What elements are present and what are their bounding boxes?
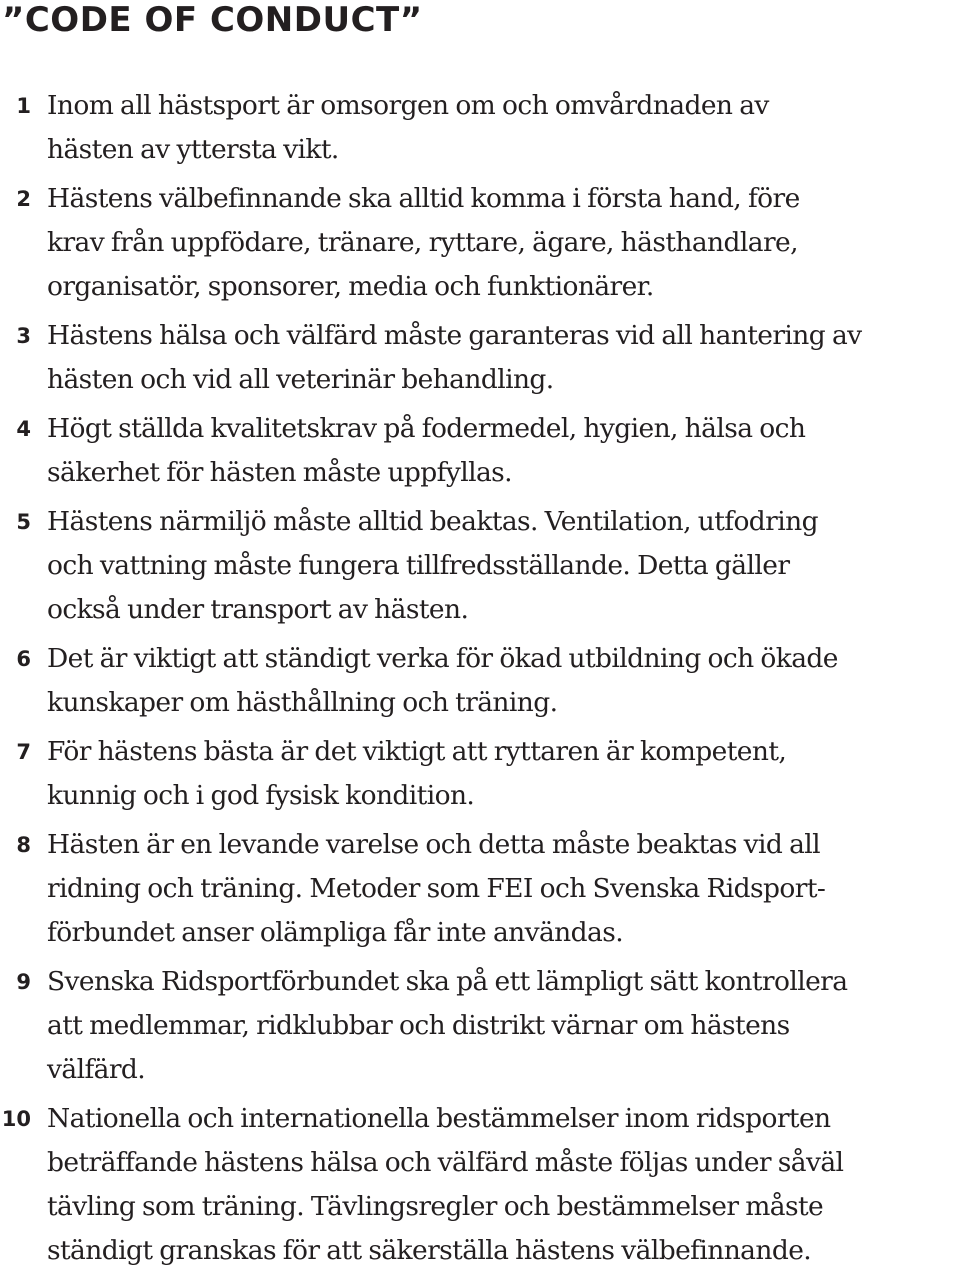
rule-item: [0, 823, 960, 955]
rule-number: 6: [16, 647, 31, 671]
rule-text-line: välfärd.: [47, 1054, 146, 1085]
rule-number: 7: [16, 740, 31, 764]
rule-number: 8: [16, 833, 31, 857]
rule-number: 1: [16, 94, 31, 118]
rule-number: 5: [16, 510, 31, 534]
rule-text-line: Inom all hästsport är omsorgen om och omvårdnaden av: [47, 90, 769, 121]
rule-number: 4: [16, 417, 31, 441]
rule-text-line: organisatör, sponsorer, media och funktionärer.: [47, 271, 654, 302]
rule-item: [0, 1097, 960, 1273]
rule-text-line: tävling som träning. Tävlingsregler och bestämmelser måste: [47, 1191, 824, 1222]
rule-number: 9: [16, 970, 31, 994]
rule-text-line: ständigt granskas för att säkerställa hästens välbefinnande.: [47, 1235, 812, 1266]
rule-text-line: Det är viktigt att ständigt verka för ökad utbildning och ökade: [47, 643, 838, 674]
rule-text-line: Hästen är en levande varelse och detta måste beaktas vid all: [47, 829, 821, 860]
rule-text-line: Hästens välbefinnande ska alltid komma i första hand, före: [47, 183, 800, 214]
rule-text-line: Hästens hälsa och välfärd måste garanteras vid all hantering av: [47, 320, 862, 351]
rule-text-line: Nationella och internationella bestämmelser inom ridsporten: [47, 1103, 831, 1134]
page-title: ”CODE OF CONDUCT”: [2, 0, 423, 40]
rule-text-line: hästen och vid all veterinär behandling.: [47, 364, 554, 395]
rule-text-line: hästen av yttersta vikt.: [47, 134, 339, 165]
rule-item: [0, 637, 960, 725]
rule-number: 2: [16, 187, 31, 211]
rule-text-line: kunskaper om hästhållning och träning.: [47, 687, 558, 718]
rule-text-line: kunnig och i god fysisk kondition.: [47, 780, 475, 811]
rule-text-line: Högt ställda kvalitetskrav på fodermedel, hygien, hälsa och: [47, 413, 806, 444]
rule-item: [0, 730, 960, 818]
rule-text-line: För hästens bästa är det viktigt att ryttaren är kompetent,: [47, 736, 787, 767]
rule-text-line: beträffande hästens hälsa och välfärd måste följas under såväl: [47, 1147, 844, 1178]
rules-list: [0, 84, 960, 1278]
rule-item: [0, 500, 960, 632]
rule-text-line: också under transport av hästen.: [47, 594, 469, 625]
rule-text-line: Hästens närmiljö måste alltid beaktas. Ventilation, utfodring: [47, 506, 818, 537]
rule-text-line: säkerhet för hästen måste uppfyllas.: [47, 457, 512, 488]
rule-text-line: ridning och träning. Metoder som FEI och Svenska Ridsport-: [47, 873, 826, 904]
rule-number: 3: [16, 324, 31, 348]
rule-number: 10: [1, 1107, 31, 1131]
rule-item: [0, 960, 960, 1092]
rule-text-line: och vattning måste fungera tillfredsställande. Detta gäller: [47, 550, 790, 581]
rule-text-line: förbundet anser olämpliga får inte användas.: [47, 917, 624, 948]
rule-text-line: krav från uppfödare, tränare, ryttare, ägare, hästhandlare,: [47, 227, 798, 258]
rule-text-line: att medlemmar, ridklubbar och distrikt värnar om hästens: [47, 1010, 790, 1041]
rule-item: [0, 407, 960, 495]
rule-item: [0, 314, 960, 402]
rule-text-line: Svenska Ridsportförbundet ska på ett lämpligt sätt kontrollera: [47, 966, 848, 997]
rule-item: [0, 84, 960, 172]
rule-item: [0, 177, 960, 309]
